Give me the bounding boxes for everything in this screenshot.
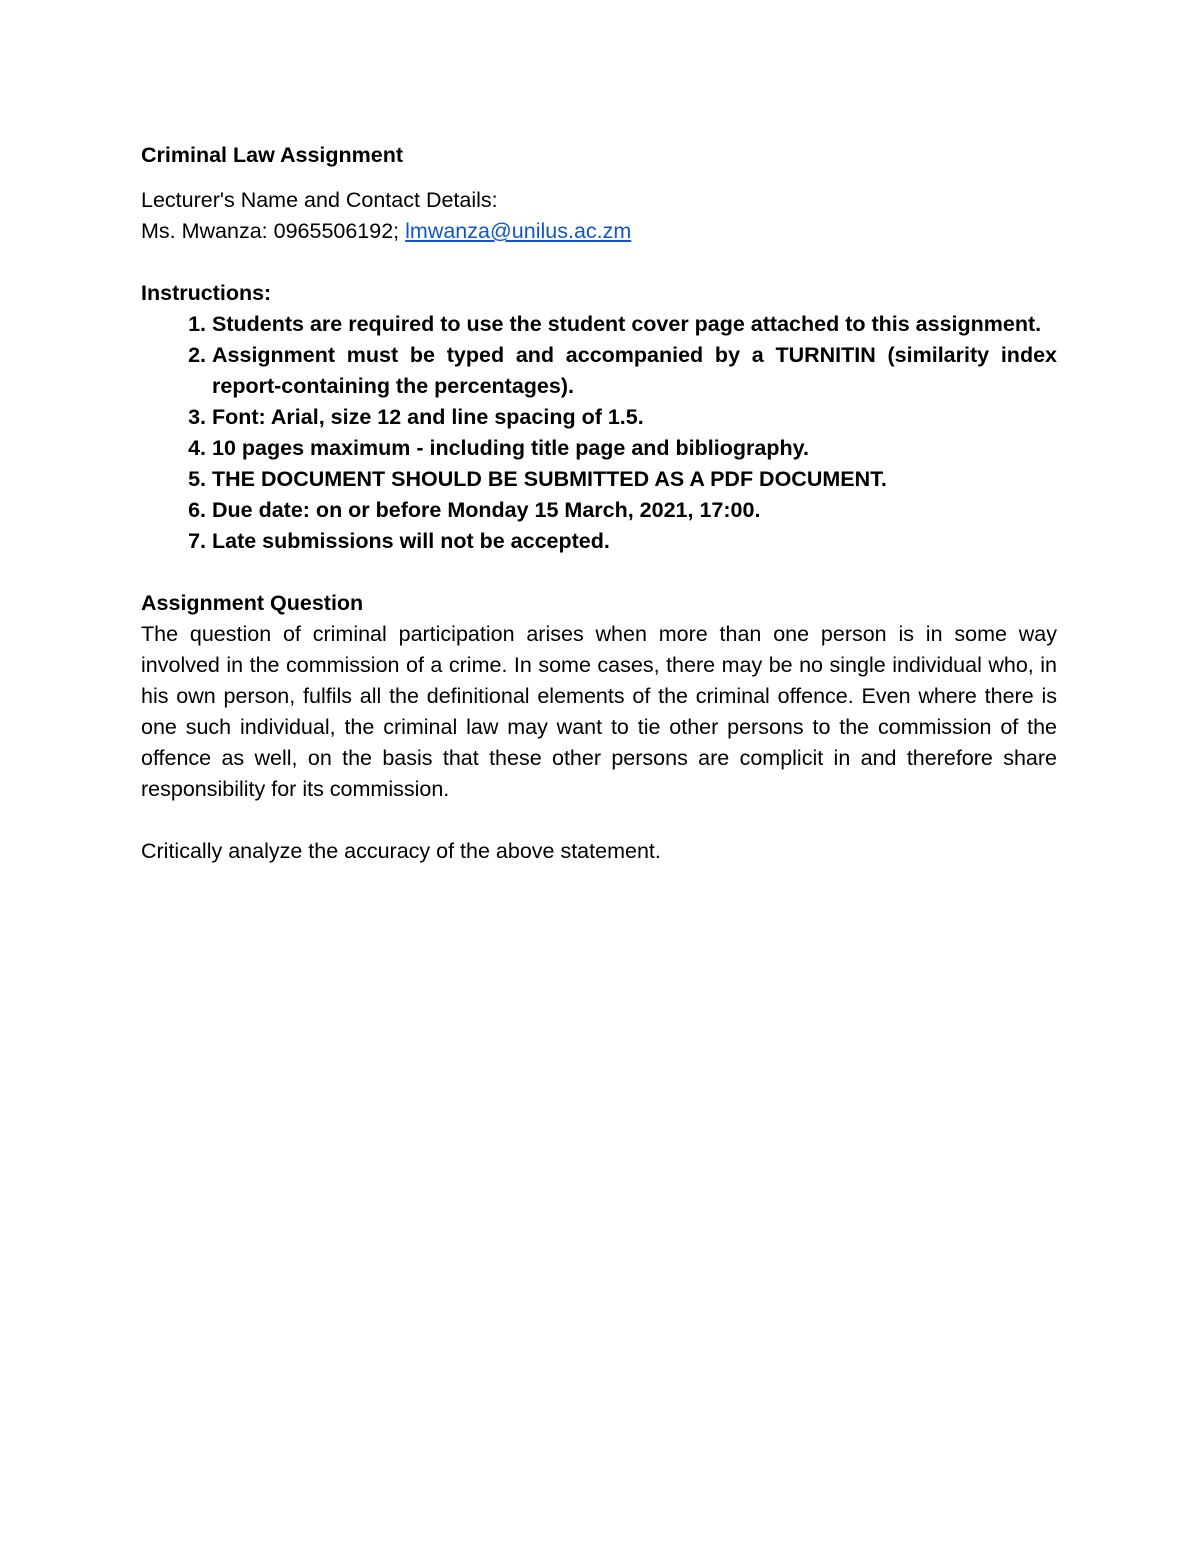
instruction-item: 1. Students are required to use the student cover page attached to this assignment. <box>212 309 1057 340</box>
instructions-heading: Instructions: <box>141 281 272 305</box>
lecturer-contact <box>141 216 1057 247</box>
instruction-item: 3. Font: Arial, size 12 and line spacing of 1.5. <box>212 402 1057 433</box>
document-title: Criminal Law Assignment <box>141 143 404 167</box>
document-content <box>141 140 1057 867</box>
instruction-item: 5. THE DOCUMENT SHOULD BE SUBMITTED AS A PDF DOCUMENT. <box>212 464 1057 495</box>
instructions-list <box>141 309 1057 557</box>
spacer <box>141 805 1057 836</box>
instruction-item: 2. Assignment must be typed and accompanied by a TURNITIN (similarity index report-containing the percentages). <box>212 340 1057 402</box>
instruction-item: 6. Due date: on or before Monday 15 March, 2021, 17:00. <box>212 495 1057 526</box>
instruction-item: 7. Late submissions will not be accepted. <box>212 526 1057 557</box>
lecturer-email-link[interactable]: lmwanza@unilus.ac.zm <box>405 219 632 243</box>
lecturer-label: Lecturer's Name and Contact Details: <box>141 188 498 212</box>
question-text: The question of criminal participation arises when more than one person is in some way involved in the commission of a crime. In some cases, there may be no single individual who, in his own person, fulfils all the definitional elements of the criminal offence. Even where there is one such individual, the criminal law may want to tie other persons to the commission of the offence as well, on the basis that these other persons are complicit in and therefore share responsibility for its commission. <box>141 622 1057 801</box>
question-prompt: Critically analyze the accuracy of the above statement. <box>141 839 661 863</box>
instruction-item: 4. 10 pages maximum - including title page and bibliography. <box>212 433 1057 464</box>
spacer <box>141 557 1057 588</box>
lecturer-name-phone: Ms. Mwanza: 0965506192; <box>141 219 406 243</box>
question-heading: Assignment Question <box>141 591 364 615</box>
spacer <box>141 247 1057 278</box>
